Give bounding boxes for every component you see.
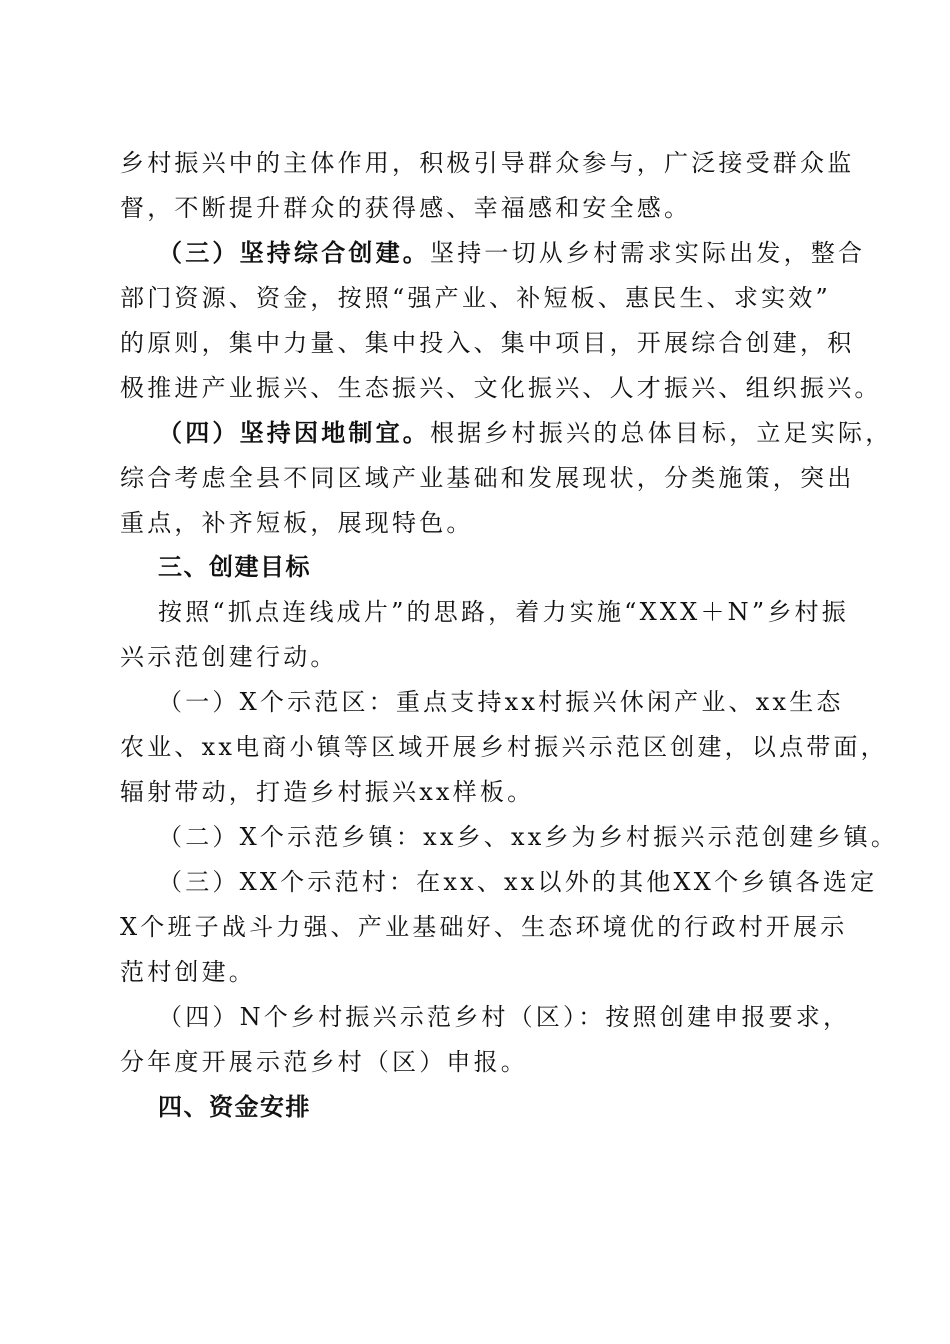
paragraph-line: 分年度开展示范乡村（区）申报。 xyxy=(120,1048,528,1076)
paragraph-line: （四）N个乡村振兴示范乡村（区）：按照创建申报要求， xyxy=(158,1003,851,1031)
paragraph-line xyxy=(158,418,892,448)
paragraph-text: 根据乡村振兴的总体目标，立足实际， xyxy=(430,419,893,447)
paragraph-line: 按照“抓点连线成片”的思路，着力实施“XXX＋N”乡村振 xyxy=(158,598,849,626)
paragraph-line xyxy=(158,238,865,268)
paragraph-line: 农业、xx电商小镇等区域开展乡村振兴示范区创建，以点带面， xyxy=(120,733,888,761)
section-heading: 三、创建目标 xyxy=(158,552,311,581)
paragraph-line: 重点，补齐短板，展现特色。 xyxy=(120,509,474,537)
paragraph-line: 的原则，集中力量、集中投入、集中项目，开展综合创建，积 xyxy=(120,329,855,357)
paragraph-line: 乡村振兴中的主体作用，积极引导群众参与，广泛接受群众监 xyxy=(120,149,855,177)
paragraph-line: X个班子战斗力强、产业基础好、生态环境优的行政村开展示 xyxy=(120,913,848,941)
paragraph-line: 极推进产业振兴、生态振兴、文化振兴、人才振兴、组织振兴。 xyxy=(120,374,882,402)
paragraph-line: 部门资源、资金，按照“强产业、补短板、惠民生、求实效” xyxy=(120,284,831,312)
paragraph-line: 兴示范创建行动。 xyxy=(120,643,338,671)
paragraph-lead: （三）坚持综合创建。 xyxy=(158,238,430,267)
paragraph-line: 综合考虑全县不同区域产业基础和发展现状，分类施策，突出 xyxy=(120,464,855,492)
section-heading: 四、资金安排 xyxy=(158,1092,311,1121)
paragraph-lead: （四）坚持因地制宜。 xyxy=(158,418,430,447)
paragraph-line: 辐射带动，打造乡村振兴xx样板。 xyxy=(120,778,535,806)
paragraph-text: 坚持一切从乡村需求实际出发，整合 xyxy=(430,239,866,267)
paragraph-line: 范村创建。 xyxy=(120,958,256,986)
paragraph-line: （二）X个示范乡镇：xx乡、xx乡为乡村振兴示范创建乡镇。 xyxy=(158,823,899,851)
paragraph-line: （一）X个示范区：重点支持xx村振兴休闲产业、xx生态 xyxy=(158,688,844,716)
paragraph-line: （三）XX个示范村：在xx、xx以外的其他XX个乡镇各选定 xyxy=(158,868,878,896)
paragraph-line: 督，不断提升群众的获得感、幸福感和安全感。 xyxy=(120,194,692,222)
